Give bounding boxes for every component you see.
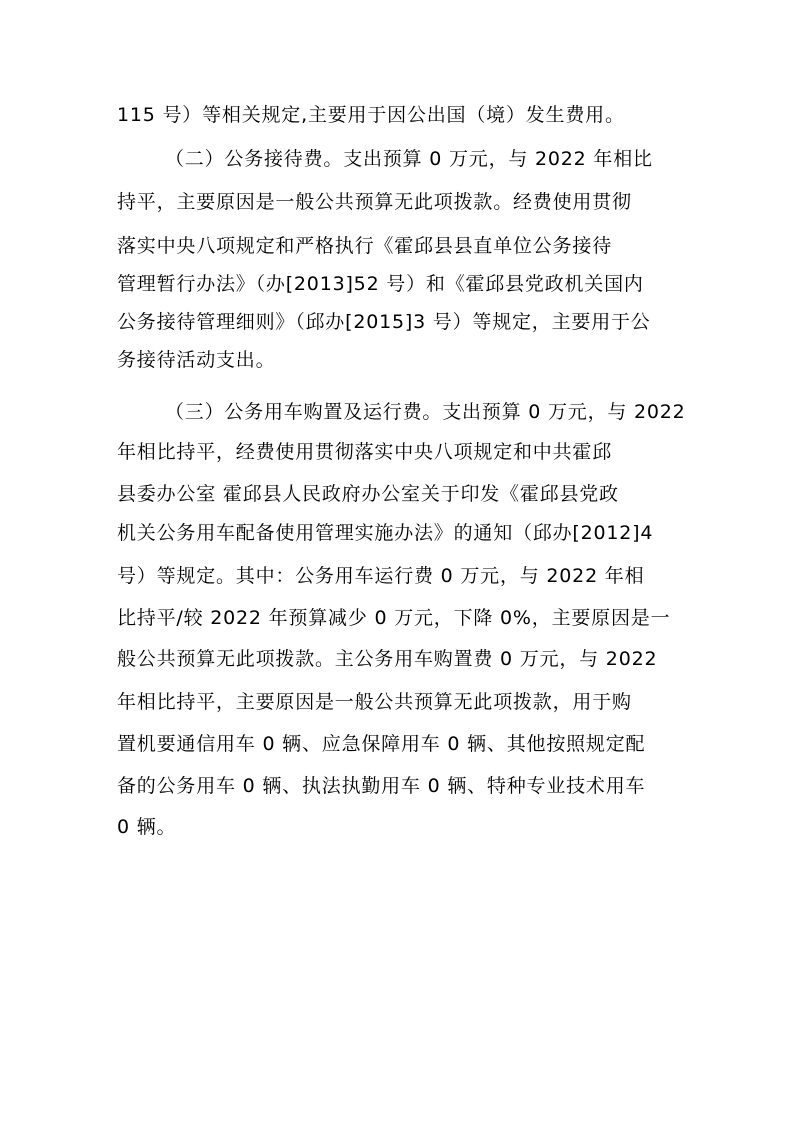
text-line: 0 辆。 xyxy=(117,816,177,838)
text-line: 比持平/较 2022 年预算减少 0 万元，下降 0%，主要原因是一 xyxy=(117,607,671,629)
text-line: 号）等规定。其中：公务用车运行费 0 万元，与 2022 年相 xyxy=(117,565,645,587)
text-line: 县委办公室 霍邱县人民政府办公室关于印发《霍邱县党政 xyxy=(117,483,619,505)
text-line: 115 号）等相关规定,主要用于因公出国（境）发生费用。 xyxy=(117,104,625,126)
text-line: 持平，主要原因是一般公共预算无此项拨款。经费使用贯彻 xyxy=(117,191,632,213)
text-line: 年相比持平，经费使用贯彻落实中央八项规定和中共霍邱 xyxy=(117,441,613,463)
text-line: 务接待活动支出。 xyxy=(117,349,276,371)
text-line: 备的公务用车 0 辆、执法执勤用车 0 辆、特种专业技术用车 xyxy=(117,775,646,797)
text-line: 置机要通信用车 0 辆、应急保障用车 0 辆、其他按照规定配 xyxy=(117,733,646,755)
text-line: 年相比持平，主要原因是一般公共预算无此项拨款，用于购 xyxy=(117,691,632,713)
text-line: 公务接待管理细则》（邱办[2015]3 号）等规定，主要用于公 xyxy=(117,311,651,333)
text-line: （二）公务接待费。支出预算 0 万元，与 2022 年相比 xyxy=(165,148,653,170)
text-line: 管理暂行办法》（办[2013]52 号）和《霍邱县党政机关国内 xyxy=(117,273,644,295)
text-line: （三）公务用车购置及运行费。支出预算 0 万元，与 2022 xyxy=(165,401,686,423)
text-line: 机关公务用车配备使用管理实施办法》的通知（邱办[2012]4 xyxy=(117,522,654,544)
text-line: 落实中央八项规定和严格执行《霍邱县县直单位公务接待 xyxy=(117,235,613,257)
text-line: 般公共预算无此项拨款。主公务用车购置费 0 万元，与 2022 xyxy=(117,648,658,670)
